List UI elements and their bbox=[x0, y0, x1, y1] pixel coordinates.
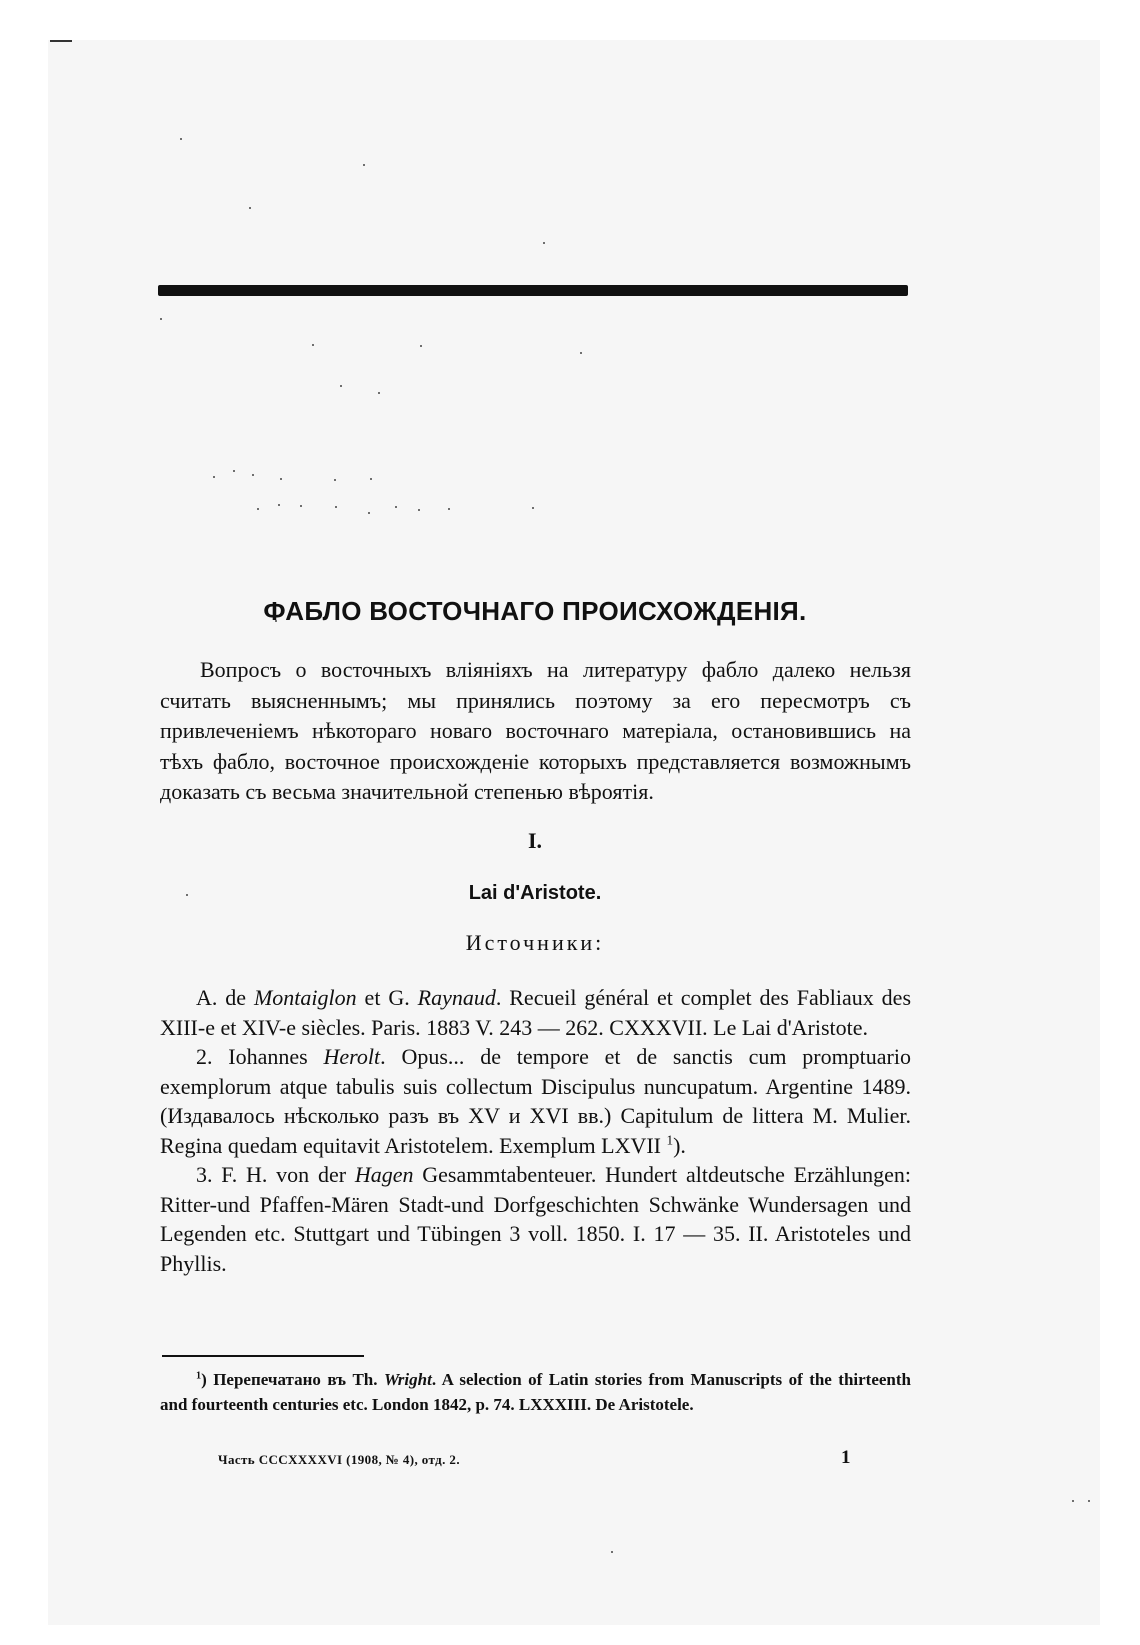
scan-speck bbox=[278, 504, 280, 506]
scan-speck bbox=[1088, 1500, 1090, 1502]
scan-speck bbox=[180, 138, 182, 140]
ornamental-rule bbox=[158, 285, 908, 296]
scan-mark bbox=[50, 40, 72, 42]
footnote-divider bbox=[162, 1355, 364, 1357]
scan-speck bbox=[257, 508, 259, 510]
scan-speck bbox=[312, 344, 314, 346]
scan-speck bbox=[370, 478, 372, 480]
source-entry bbox=[160, 1042, 911, 1160]
scan-speck bbox=[160, 318, 162, 320]
sources-list bbox=[160, 983, 911, 1278]
footnote-marker: 1 bbox=[196, 1370, 202, 1382]
scan-speck bbox=[418, 509, 420, 511]
scan-speck bbox=[580, 352, 582, 354]
author-name: Herolt bbox=[323, 1044, 381, 1069]
sources-heading: Источники: bbox=[465, 930, 605, 955]
scan-speck bbox=[543, 242, 545, 244]
footnote bbox=[160, 1367, 911, 1417]
footnote-text: ) Перепечатано въ Th. bbox=[201, 1370, 384, 1389]
source-entry bbox=[160, 1160, 911, 1278]
source-text: Gesammtabenteuer. Hundert altdeutsche Erzählungen: Ritter-und Pfaffen-Mären Stadt-und Dorfgeschichten Schwänke Wundersagen und Legenden etc. Stuttgart und Tübingen 3 voll. 1850. I. 17 — 35. II. Aristoteles und Phyllis. bbox=[160, 1162, 912, 1276]
scan-speck bbox=[334, 479, 336, 481]
source-text: 2. Iohannes bbox=[196, 1044, 324, 1069]
source-text: . Recueil général et complet des Fabliaux des XIII-e et XIV-e siècles. Paris. 1883 V. 243 — 262. CXXXVII. Le Lai d'Aristote. bbox=[160, 985, 912, 1040]
source-entry bbox=[160, 983, 911, 1042]
source-text: A. de bbox=[196, 985, 254, 1010]
scan-speck bbox=[340, 385, 342, 387]
scan-speck bbox=[363, 164, 365, 166]
section-title: Lai d'Aristote. bbox=[468, 882, 602, 904]
scan-speck bbox=[280, 478, 282, 480]
footnote-reference: 1 bbox=[666, 1132, 674, 1148]
scan-speck bbox=[378, 392, 380, 394]
footnote-author: Wright bbox=[383, 1370, 432, 1389]
scan-speck bbox=[335, 506, 337, 508]
intro-paragraph: Вопросъ о восточныхъ вліяніяхъ на литературу фабло далеко нельзя считать выясненнымъ; мы принялись поэтому за его пересмотръ съ привлеченіемъ нѣкотораго новаго восточнаго матеріала, остановившись на тѣхъ фабло, восточное происхожденіе которыхъ представляется возможнымъ доказать съ весьма значительной степенью вѣроятія. bbox=[160, 657, 911, 804]
source-text: et G. bbox=[356, 985, 418, 1010]
section-number: I. bbox=[527, 828, 543, 853]
source-text: 3. F. H. von der bbox=[196, 1162, 355, 1187]
scan-speck bbox=[368, 512, 370, 514]
author-name: Montaiglon bbox=[253, 985, 357, 1010]
scan-speck bbox=[252, 474, 254, 476]
scan-speck bbox=[213, 476, 215, 478]
journal-signature: Часть CCCXXXXVI (1908, № 4), отд. 2. bbox=[218, 1452, 460, 1467]
scan-speck bbox=[420, 345, 422, 347]
author-name: Raynaud bbox=[417, 985, 496, 1010]
scan-speck bbox=[1072, 1500, 1074, 1502]
scan-speck bbox=[249, 207, 251, 209]
scan-speck bbox=[448, 508, 450, 510]
article-title: ФАБЛО ВОСТОЧНАГО ПРОИСХОЖДЕНІЯ. bbox=[263, 596, 807, 626]
scan-speck bbox=[395, 506, 397, 508]
scan-speck bbox=[300, 505, 302, 507]
author-name: Hagen bbox=[354, 1162, 414, 1187]
source-text: ). bbox=[673, 1132, 686, 1158]
footnote-text: . A selection of Latin stories from Manuscripts of the thirteenth and fourteenth centuries etc. London 1842, p. 74. LXXXIII. De Aristotele. bbox=[160, 1370, 912, 1414]
scan-speck bbox=[611, 1551, 613, 1553]
page-number: 1 bbox=[841, 1447, 851, 1468]
scan-speck bbox=[532, 507, 534, 509]
source-text: . Opus... de tempore et de sanctis cum promptuario exemplorum atque tabulis suis collectum Discipulus nuncupatum. Argentine 1489. (Издавалось нѣсколько разъ въ XV и XVI вв.) Capitulum de littera M. Mulier. Regina quedam equitavit Aristotelem. Exemplum LXVII bbox=[160, 1044, 911, 1158]
scan-speck bbox=[233, 470, 235, 472]
